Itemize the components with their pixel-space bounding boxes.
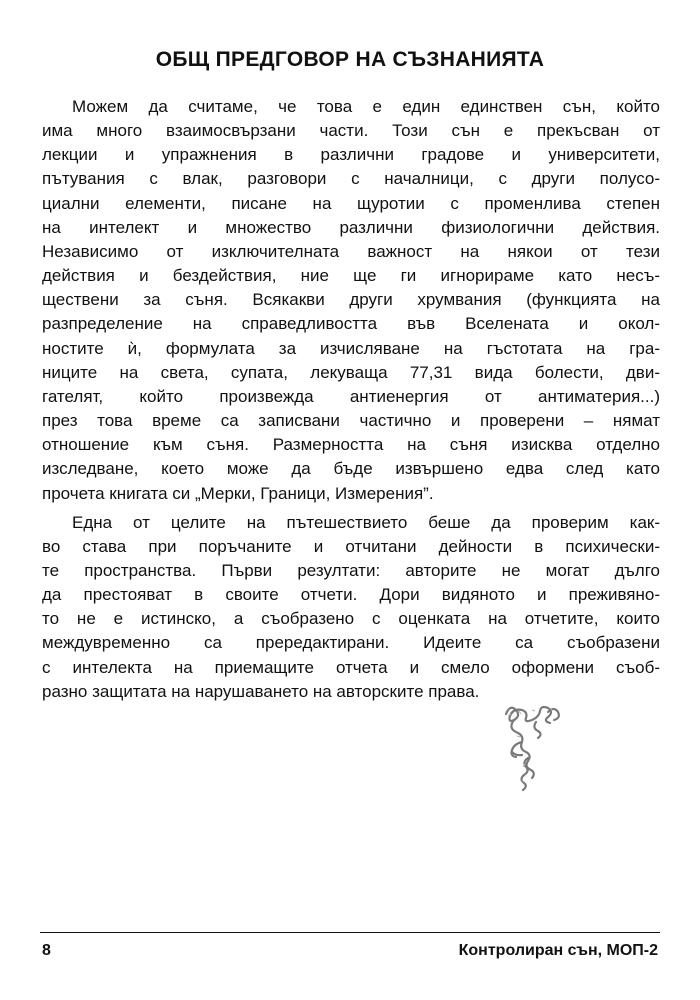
text-line: те пространства. Първи резултати: авторите не могат дълго [42, 560, 660, 580]
text-line: ностите ѝ, формулата за изчисляване на гъстотата на гра- [42, 338, 660, 358]
paragraph-2 [42, 511, 660, 704]
text-line: действия и бездействия, ние ще ги игнорираме като несъ- [42, 266, 660, 286]
text-line: междувременно са прередактирани. Идеите са съобразени [42, 633, 660, 653]
text-line: Независимо от изключителната важност на някои от тези [42, 241, 660, 261]
text-line: Една от целите на пътешествието беше да проверим как- [72, 512, 660, 532]
running-title: Контролиран сън, МОП-2 [458, 942, 658, 959]
text-line: на интелект и множество различни физиологични действия. [42, 217, 660, 237]
text-line: разно защитата на нарушаването на авторските права. [42, 681, 480, 701]
text-line: ниците на света, супата, лекуваща 77,31 вида болести, дви- [42, 362, 660, 382]
text-line: Можем да считаме, че това е един единствен сън, който [72, 97, 660, 116]
text-line: с интелекта на приемащите отчета и смело оформени съоб- [42, 657, 660, 677]
body-text [42, 95, 660, 704]
text-line: през това време са записвани частично и проверени – нямат [42, 411, 660, 431]
text-line: разпределение на справедливостта във Вселената и окол- [42, 314, 660, 334]
text-line: во става при поръчаните и отчитани дейности в психически- [42, 536, 660, 556]
handwritten-signature-icon [492, 692, 582, 802]
text-line: пътувания с влак, разговори с началници, с други полусо- [42, 169, 660, 189]
text-line: изследване, което може да бъде извършено едва след като [42, 459, 660, 479]
page-number: 8 [42, 942, 51, 959]
text-line: има много взаимосвързани части. Този сън е прекъсван от [42, 121, 660, 141]
text-line: да престояват в своите отчети. Дори видяното и преживяно- [42, 585, 660, 605]
paragraph-1 [42, 95, 660, 506]
text-line: гателят, който произвежда антиенергия от антиматерия...) [42, 386, 660, 406]
chapter-title: ОБЩ ПРЕДГОВОР НА СЪЗНАНИЯТА [155, 48, 545, 71]
footer-divider [40, 932, 660, 933]
text-line: прочета книгата си „Мерки, Граници, Измерения”. [42, 483, 434, 503]
text-line: то не е истинско, а съобразено с оценката на отчетите, които [42, 609, 660, 629]
text-line: ществени за съня. Всякакви други хрумвания (функцията на [42, 290, 660, 310]
text-line: лекции и упражнения в различни градове и университети, [42, 145, 660, 165]
text-line: циални елементи, писане на щуротии с променлива степен [42, 193, 660, 213]
text-line: отношение към съня. Размерността на съня изисква отделно [42, 435, 660, 455]
